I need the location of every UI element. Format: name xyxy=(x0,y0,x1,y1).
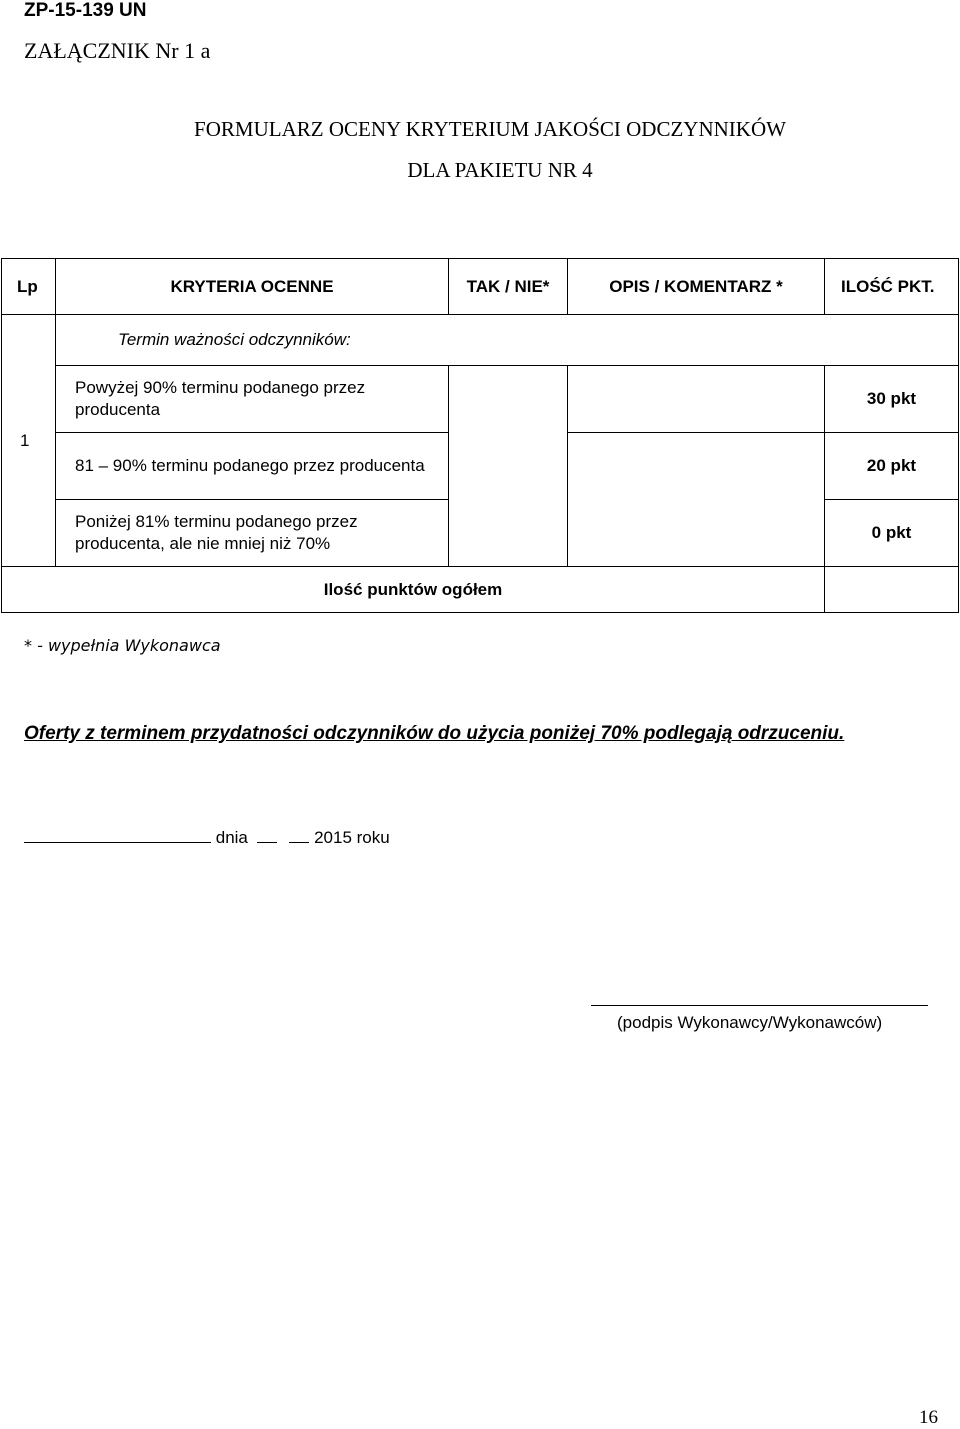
criterion-text: Poniżej 81% terminu podanego przez producenta, ale nie mniej niż 70% xyxy=(56,500,449,567)
dnia-label: dnia xyxy=(215,828,248,847)
points-value: 0 pkt xyxy=(825,500,959,567)
comment-cell[interactable] xyxy=(568,433,825,500)
yes-no-cell[interactable] xyxy=(449,433,568,500)
points-value: 30 pkt xyxy=(825,366,959,433)
table-row xyxy=(2,500,959,567)
column-header-yes-no: TAK / NIE* xyxy=(449,259,568,315)
signature-line[interactable] xyxy=(591,1005,928,1006)
table-row xyxy=(2,433,959,500)
footnote: * - wypełnia Wykonawca xyxy=(24,636,221,655)
date-line xyxy=(24,826,390,849)
year-label: 2015 roku xyxy=(314,828,390,847)
table-row xyxy=(2,366,959,433)
criterion-text: 81 – 90% terminu podanego przez producenta xyxy=(56,433,449,500)
column-header-lp: Lp xyxy=(2,259,56,315)
page-number: 16 xyxy=(919,1407,938,1428)
rejection-warning: Oferty z terminem przydatności odczynników do użycia poniżej 70% podlegają odrzuceniu. xyxy=(24,723,845,744)
column-header-description: OPIS / KOMENTARZ * xyxy=(568,259,825,315)
signature-label: (podpis Wykonawcy/Wykonawców) xyxy=(617,1013,883,1032)
form-title: FORMULARZ OCENY KRYTERIUM JAKOŚCI ODCZYNNIKÓW xyxy=(194,117,786,141)
total-row xyxy=(2,567,959,613)
yes-no-cell[interactable] xyxy=(449,500,568,567)
section-number: 1 xyxy=(2,315,56,567)
comment-cell[interactable] xyxy=(568,366,825,433)
table-header-row xyxy=(2,259,959,315)
column-header-points: ILOŚĆ PKT. xyxy=(825,259,959,315)
document-code: ZP-15-139 UN xyxy=(24,0,147,21)
criterion-text: Powyżej 90% terminu podanego przez producenta xyxy=(56,366,449,433)
form-subtitle: DLA PAKIETU NR 4 xyxy=(407,158,593,182)
column-header-criteria: KRYTERIA OCENNE xyxy=(56,259,449,315)
day-blank[interactable] xyxy=(257,826,277,843)
comment-cell[interactable] xyxy=(568,500,825,567)
month-blank[interactable] xyxy=(289,826,309,843)
total-label: Ilość punktów ogółem xyxy=(2,567,825,613)
section-title: Termin ważności odczynników: xyxy=(56,315,959,366)
points-value: 20 pkt xyxy=(825,433,959,500)
annex-label: ZAŁĄCZNIK Nr 1 a xyxy=(24,38,211,63)
yes-no-cell[interactable] xyxy=(449,366,568,433)
criteria-table xyxy=(1,258,959,613)
place-blank[interactable] xyxy=(24,826,211,843)
total-points-cell[interactable] xyxy=(825,567,959,613)
section-title-row xyxy=(2,315,959,366)
